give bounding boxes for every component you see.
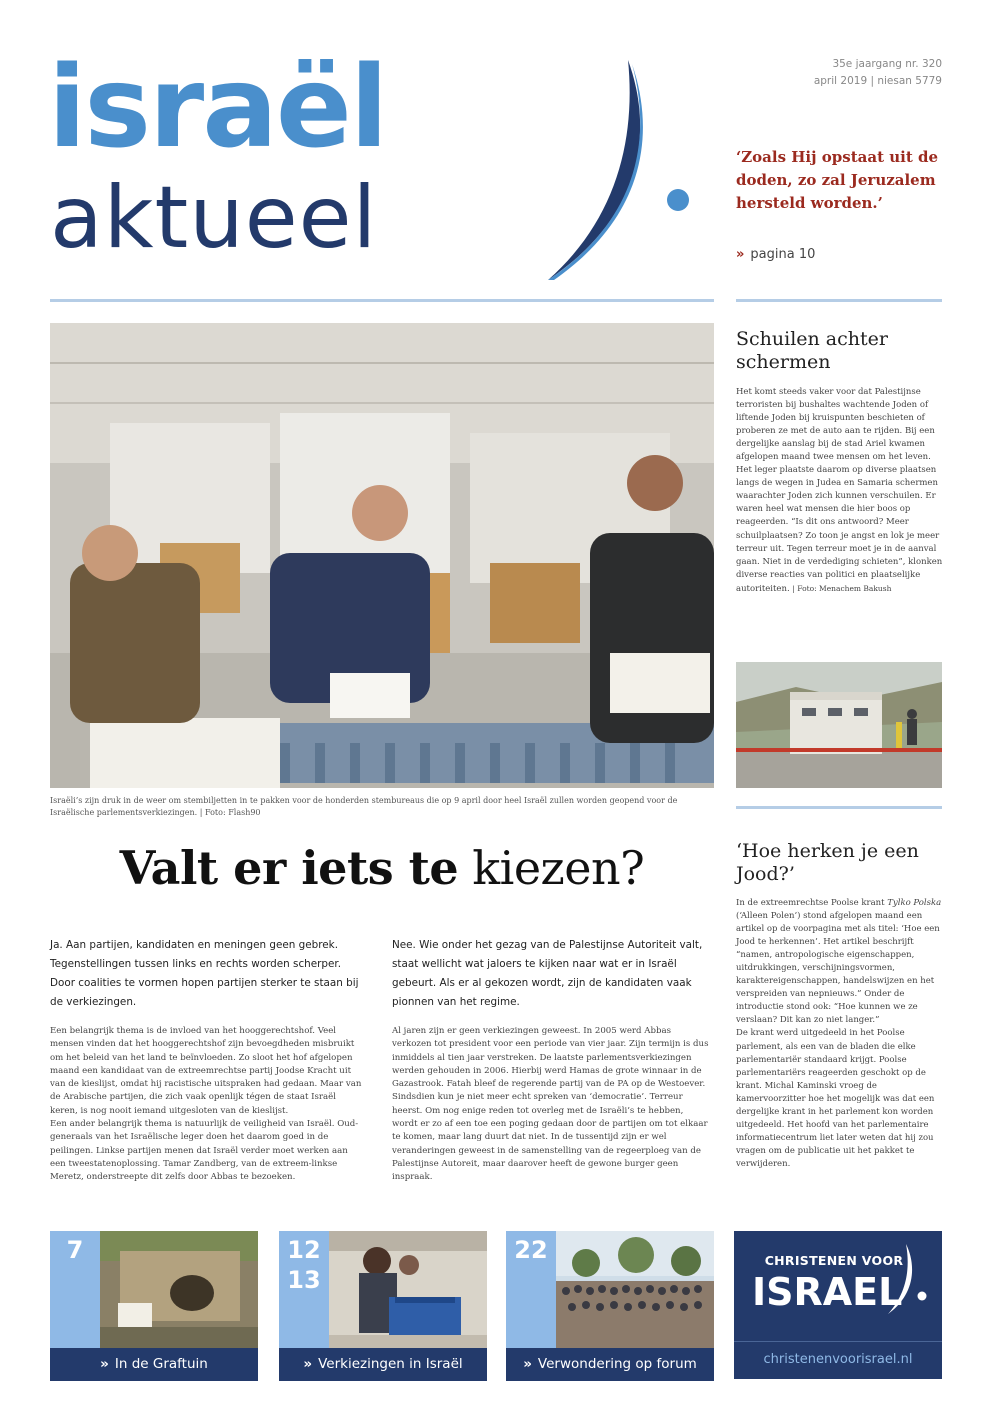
lead-photo-caption: Israëli’s zijn druk in de weer om stembiljetten in te pakken voor de honderden stembureaus die op 9 april door heel Israël zullen worden geopend voor de Israëlische parlementsverkiezingen. | Foto: Flash90 xyxy=(50,796,678,817)
sidebar-headline-2: ‘Hoe herken je een Jood?’ xyxy=(736,840,919,885)
sidebar-headline-1: Schuilen achter schermen xyxy=(736,328,888,373)
tile-forum-label-bar[interactable] xyxy=(506,1348,714,1381)
tile-verkiezingen-label-bar[interactable] xyxy=(279,1348,487,1381)
tile-forum-label: Verwondering op forum xyxy=(537,1356,697,1372)
tile-verkiezingen-label: Verkiezingen in Israël xyxy=(318,1356,463,1372)
divider xyxy=(734,1341,942,1342)
brand-slash-icon xyxy=(886,1244,930,1316)
tile-verkiezingen-number-2: 13 xyxy=(287,1266,321,1294)
sidebar-photo xyxy=(736,662,942,788)
issue-number: 35e jaargang nr. 320 xyxy=(832,58,942,70)
body-left: Een belangrijk thema is de invloed van het hooggerechtshof. Veel mensen vinden dat het hooggerechtshof zijn bevoegdheden misbruikt om het beleid van het land te beïnvloeden. Zo sloot het hof afgelopen maand een kandidaat van de extreemrechtse partij Joodse Kracht uit van de kieslijst, omdat hij racistische uitspraken had gedaan. Maar van de Arabische partijen, die zich vaak openlijk tégen de staat Israël keren, is nog nooit iemand uitgesloten van de kieslijst. Een ander belangrijk thema is natuurlijk de veiligheid van Israël. Oud-generaals van het Israëlische leger doen het daarom goed in de peilingen. Linkse partijen menen dat Israël verder moet werken aan een tweestatenoplossing. Tamar Zandberg, van de extreem-linkse Meretz, onderstreepte dit zelfs door Abbas te bezoeken. xyxy=(50,1026,362,1183)
tile-forum-number: 22 xyxy=(514,1236,548,1264)
lead-photo xyxy=(50,323,714,788)
brand-url-link[interactable]: christenenvoorisrael.nl xyxy=(763,1352,913,1367)
intro-right: Nee. Wie onder het gezag van de Palestijnse Autoriteit valt, staat wellicht wat jaloers te kijken naar wat er in Israël gebeurt. Als er al gekozen wordt, zijn de kandidaten vaak pionnen van het regime. xyxy=(392,939,703,1008)
sidebar-body-2 xyxy=(736,897,946,1171)
intro-left: Ja. Aan partijen, kandidaten en meningen geen gebrek. Tegenstellingen tussen links en rechts worden scherper. Door coalities te vormen hopen partijen sterker te staan bij de verkiezingen. xyxy=(50,939,359,1008)
tile-arrow-icon: » xyxy=(303,1356,313,1372)
tile-forum-photo xyxy=(556,1231,714,1348)
issue-date: april 2019 | niesan 5779 xyxy=(813,75,942,87)
teaser-arrow-icon: » xyxy=(736,247,745,262)
brand-top-text: CHRISTENEN VOOR xyxy=(764,1253,904,1268)
issue-info xyxy=(814,56,942,90)
teaser-quote: ‘Zoals Hij opstaat uit de doden, zo zal Jeruzalem hersteld worden.’ xyxy=(736,148,939,212)
sidebar-text-2a: In de extreemrechtse Poolse krant xyxy=(736,898,888,908)
sidebar-text-1: Het komt steeds vaker voor dat Palestijnse terroristen bij bushaltes wachtende Joden of liftende Joden bij kruispunten beschieten of proberen ze met de auto aan te rijden. Bij een dergelijke aanslag bij de stad Ariel kwamen afgelopen maand twee mensen om het leven. Het leger plaatste daarom op diverse plaatsen langs de wegen in Judea en Samaria schermen waarachter Joden zich kunnen verschuilen. Er waren heel wat mensen die hier boos op reageerden. “Is dit ons antwoord? Meer schuilplaatsen? Zo toon je angst en lok je meer terreur uit. Tegen terreur moet je in de aanval gaan. Niet in de verdediging schieten”, klonken diverse reacties van politici en plaatselijke autoriteiten. xyxy=(736,387,943,594)
sidebar-text-2-italic: Tylko Polska xyxy=(887,898,942,908)
tile-graftuin-number: 7 xyxy=(66,1236,84,1264)
sidebar-body-1 xyxy=(736,386,946,596)
tile-arrow-icon: » xyxy=(100,1356,109,1372)
tile-verkiezingen-number: 12 xyxy=(287,1236,321,1264)
brand-name: ISRAEL xyxy=(752,1270,903,1314)
masthead-slash-logo-icon xyxy=(540,60,700,290)
divider xyxy=(736,806,942,809)
main-headline-bold: Valt er iets te xyxy=(119,841,459,895)
tile-arrow-icon: » xyxy=(523,1356,532,1372)
body-right: Al jaren zijn er geen verkiezingen geweest. In 2005 werd Abbas verkozen tot president voor een periode van vier jaar. Zijn termijn is dus inmiddels al tien jaar verstreken. De laatste parlementsverkiezingen werden gehouden in 2006. Hierbij werd Hamas de grote winnaar in de Gazastrook. Fatah bleef de regerende partij van de PA op de Westoever. Sindsdien kun je niet meer echt spreken van ‘democratie’. Terreur heerst. Om nog enige reden tot overleg met de Israëli’s te hebben, wordt er zo af een toe een poging gedaan door de partijen om tot elkaar te komen, maar lang duurt dat niet. In de tussentijd zijn er wel veranderingen geweest in de samenstelling van de regeerploeg van de Palestijnse Autoreit, maar daarover heeft de gewone burger geen inspraak. xyxy=(392,1026,709,1183)
teaser-page-ref: pagina 10 xyxy=(750,247,816,262)
sidebar-text-2b: (‘Alleen Polen’) stond afgelopen maand een artikel op de voorpagina met als titel: ‘Hoe een Jood te herkennen’. Het artikel beschrijft “namen, antropologische eigenschappen, uitdrukkingen, verschijningsvormen, karaktereigenschappen, handelswijzen en het verspreiden van nepnieuws.” Onder de introductie stond ook: “Hoe kunnen we ze verslaan? Dit kan zo niet langer.” xyxy=(736,911,940,1026)
tile-graftuin-photo xyxy=(100,1231,258,1348)
divider xyxy=(50,299,714,302)
main-headline xyxy=(50,840,714,896)
main-headline-regular: kiezen? xyxy=(472,841,645,895)
sidebar-text-2c: De krant werd uitgedeeld in het Poolse parlement, als een van de bladen die elke parlementariër standaard krijgt. Poolse parlementariërs reageerden geschokt op de krant. Michal Kaminski vroeg de kamervoorzitter hoe het mogelijk was dat een dergelijke krant in het parlement kon worden uitgedeeld. Het hoofd van het parlementaire informatiecentrum liet later weten dat hij zou vragen om de publicatie uit het pakket te verwijderen. xyxy=(736,1028,935,1169)
sidebar-photo-credit: | Foto: Menachem Bakush xyxy=(792,583,892,593)
teaser-page-link[interactable] xyxy=(736,247,815,262)
tile-verkiezingen-photo xyxy=(329,1231,487,1348)
masthead-title-israel: israël xyxy=(48,43,387,173)
tile-graftuin-label: In de Graftuin xyxy=(114,1356,208,1372)
masthead-title-aktueel: aktueel xyxy=(50,168,378,268)
tile-graftuin-label-bar[interactable] xyxy=(50,1348,258,1381)
divider xyxy=(736,299,942,302)
